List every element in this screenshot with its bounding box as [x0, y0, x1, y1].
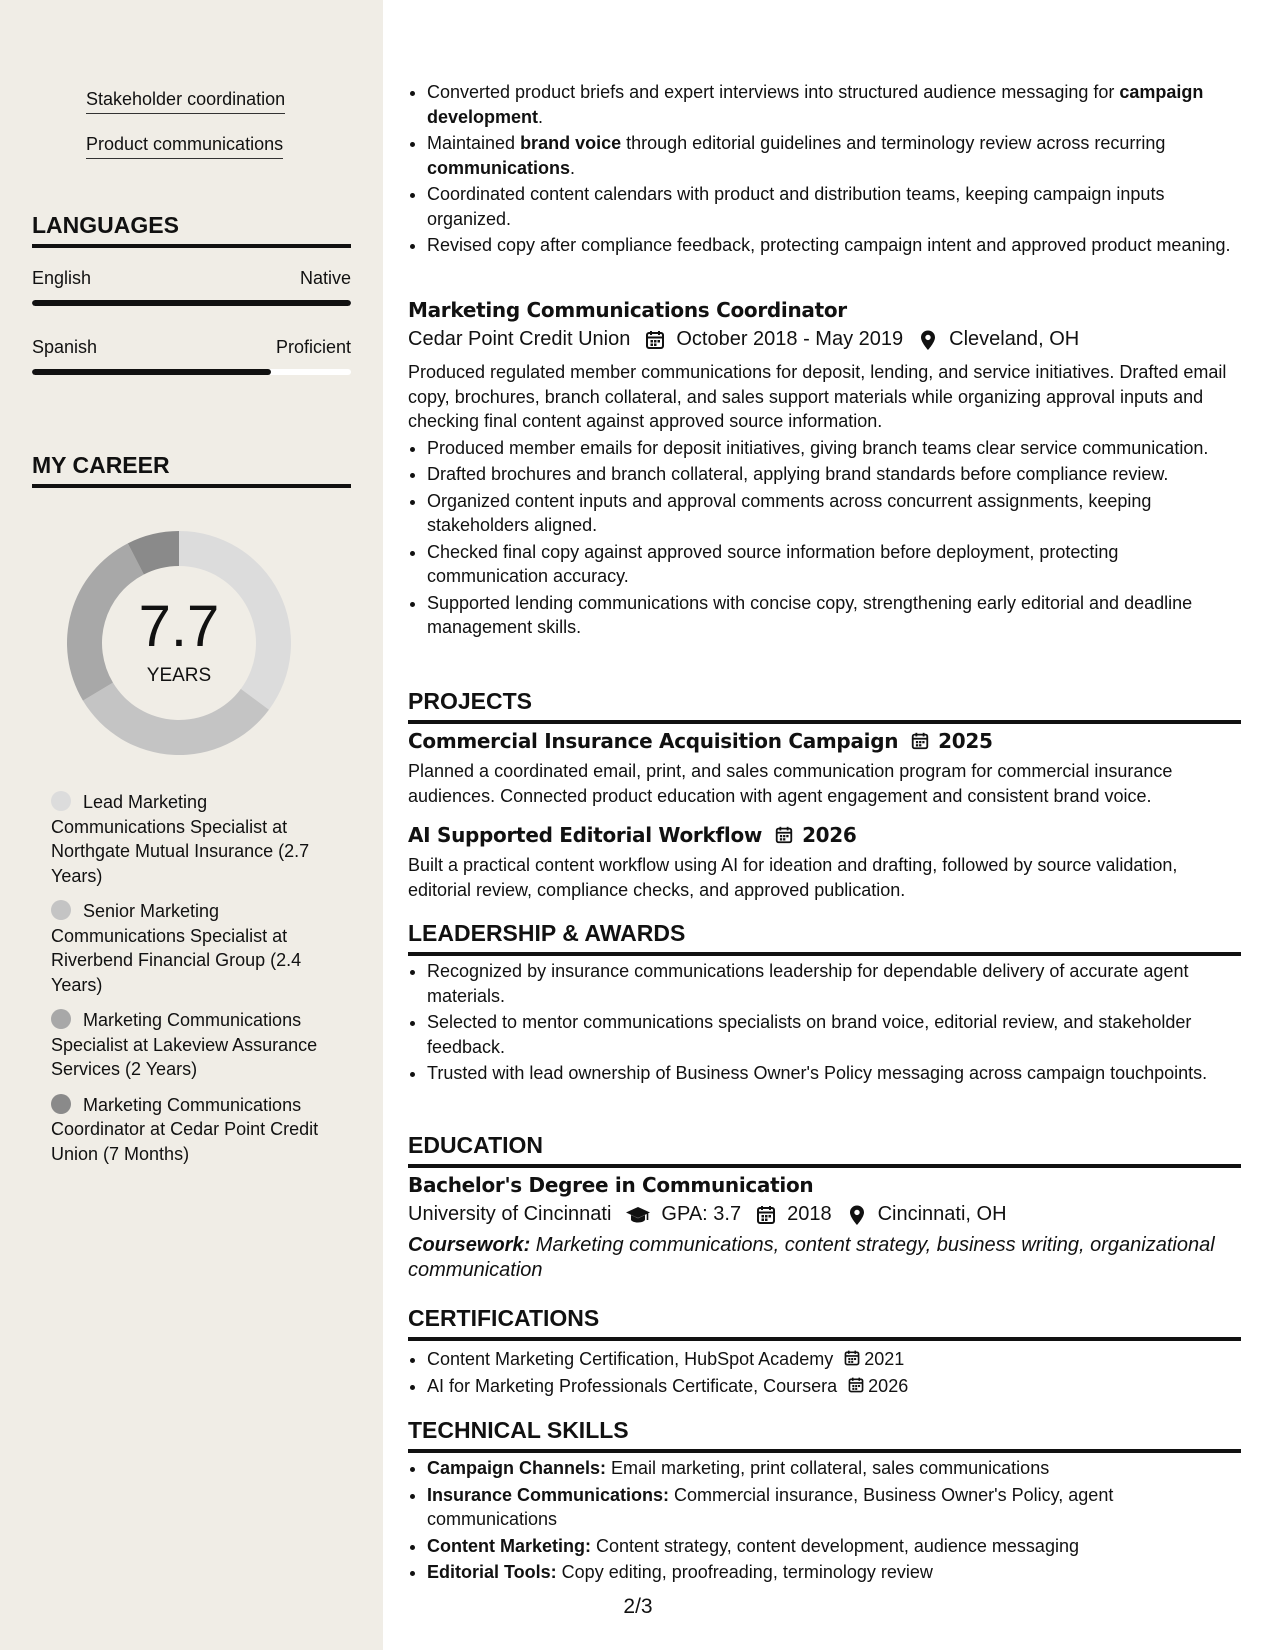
- leadership-heading: LEADERSHIP & AWARDS: [408, 920, 1241, 956]
- graduation-cap-icon: [625, 1204, 651, 1226]
- legend-dot: [51, 1094, 71, 1114]
- certification-name: Content Marketing Certification, HubSpot Academy: [427, 1349, 834, 1369]
- skill-label: Editorial Tools:: [427, 1562, 557, 1582]
- bullet-item: • Produced member emails for deposit initiatives, giving branch teams clear service communication.: [427, 436, 1241, 461]
- career-item-text: Senior Marketing Communications Specialist at Riverbend Financial Group (2.4 Years): [51, 901, 302, 995]
- language-name: English: [32, 268, 92, 288]
- career-item: [51, 1008, 331, 1082]
- job-title: Marketing Communications Coordinator: [408, 298, 847, 322]
- location-pin-icon: [846, 1204, 868, 1226]
- career-item-text: Marketing Communications Coordinator at Cedar Point Credit Union (7 Months): [51, 1094, 319, 1164]
- skill-tag: Stakeholder coordination: [86, 89, 285, 114]
- calendar-icon: [774, 825, 794, 845]
- project-title-row: [408, 729, 1241, 753]
- project-year: 2026: [802, 823, 857, 847]
- project-entry: [408, 729, 1241, 808]
- legend-dot: [51, 791, 71, 811]
- calendar-icon: [755, 1204, 777, 1226]
- legend-dot: [51, 900, 71, 920]
- job-location: Cleveland, OH: [949, 328, 1080, 350]
- certifications-heading: CERTIFICATIONS: [408, 1305, 1241, 1341]
- technical-skill-item: [427, 1534, 1241, 1559]
- leadership-bullets: [408, 959, 1241, 1088]
- bullet-text: .: [570, 157, 576, 178]
- career-item-text: Marketing Communications Specialist at Lakeview Assurance Services (2 Years): [51, 1010, 318, 1079]
- sidebar: [0, 0, 383, 1650]
- job-dates: October 2018 - May 2019: [676, 328, 904, 350]
- languages-heading: LANGUAGES: [32, 212, 351, 248]
- project-title: Commercial Insurance Acquisition Campaign: [408, 729, 899, 753]
- skill-value: Commercial insurance, Business Owner's Policy, agent communications: [427, 1484, 1114, 1529]
- bullet-bold-text: brand voice: [520, 133, 622, 153]
- education-meta: [408, 1203, 1241, 1226]
- location-pin-icon: [917, 329, 939, 351]
- bullet-text: Converted product briefs and expert interviews into structured audience messaging for: [427, 82, 1120, 102]
- career-heading: MY CAREER: [32, 452, 351, 488]
- degree-title: Bachelor's Degree in Communication: [408, 1173, 814, 1197]
- bullet-item: • Supported lending communications with concise copy, strengthening early editorial and deadline management skills.: [427, 591, 1241, 640]
- calendar-icon: [843, 1349, 861, 1367]
- coursework: [408, 1233, 1241, 1283]
- job-summary: Produced regulated member communications for deposit, lending, and service initiatives. Drafted email copy, brochures, branch collateral, and sales support materials while organizing approval inputs and checking final content against approved source information.: [408, 362, 1227, 431]
- career-item: [51, 1093, 331, 1167]
- skill-value: Copy editing, proofreading, terminology review: [556, 1562, 933, 1582]
- bullet-item: • Organized content inputs and approval comments across concurrent assignments, keeping stakeholders aligned.: [427, 489, 1241, 538]
- language-row: [32, 337, 351, 358]
- technical-skills-list: [408, 1456, 1241, 1587]
- skill-value: Content strategy, content development, audience messaging: [591, 1535, 1079, 1556]
- bullet-item: [427, 233, 1241, 258]
- technical-skill-item: [427, 1483, 1241, 1532]
- career-years-label: YEARS: [146, 665, 212, 686]
- bullet-text: Revised copy after compliance feedback, protecting campaign intent and approved product meaning.: [427, 235, 1231, 255]
- certification-year: 2021: [864, 1349, 905, 1369]
- projects-heading: PROJECTS: [408, 688, 1241, 724]
- calendar-icon: [910, 731, 930, 751]
- certification-item: [427, 1347, 1241, 1372]
- language-row: [32, 268, 351, 289]
- language-name: Spanish: [32, 337, 98, 357]
- certification-name: AI for Marketing Professionals Certificate, Coursera: [427, 1375, 838, 1396]
- project-description: Planned a coordinated email, print, and sales communication program for commercial insurance audiences. Connected product education with agent engagement and consistent brand voice.: [408, 761, 1173, 806]
- bullet-item: • Recognized by insurance communications leadership for dependable delivery of accurate agent materials.: [427, 959, 1241, 1008]
- bullet-text: Maintained: [427, 133, 521, 153]
- technical-skills-heading: TECHNICAL SKILLS: [408, 1417, 1241, 1453]
- bullet-item: • Checked final copy against approved source information before deployment, protecting communication accuracy.: [427, 540, 1241, 589]
- skill-value: Email marketing, print collateral, sales communications: [606, 1458, 1050, 1478]
- job-bullets: [408, 436, 1241, 640]
- bullet-bold-text: communications: [427, 157, 571, 178]
- school-location: Cincinnati, OH: [877, 1203, 1007, 1225]
- education-entry: [408, 1173, 1241, 1283]
- skill-tag: Product communications: [86, 134, 283, 159]
- language-bar: [32, 369, 351, 375]
- project-title-row: [408, 823, 1241, 847]
- certification-item: [427, 1374, 1241, 1399]
- bullet-bold-text: campaign development: [427, 82, 1204, 127]
- bullet-item: [427, 131, 1241, 180]
- main-content: [408, 0, 1241, 1650]
- bullet-text: Coordinated content calendars with product and distribution teams, keeping campaign inputs organized.: [427, 184, 1165, 229]
- language-bar-fill: [32, 369, 271, 375]
- career-item-text: Lead Marketing Communications Specialist at Northgate Mutual Insurance (2.7 Years): [51, 792, 310, 886]
- skill-label: Content Marketing:: [427, 1535, 591, 1556]
- skill-label: Insurance Communications:: [427, 1484, 670, 1505]
- career-item: [51, 790, 331, 888]
- bullet-item: • Selected to mentor communications specialists on brand voice, editorial review, and stakeholder feedback.: [427, 1010, 1241, 1059]
- career-years-total: 7.7: [138, 594, 220, 659]
- previous-job-bullets: [408, 80, 1241, 260]
- career-list: [51, 790, 331, 1177]
- job-entry: [408, 298, 1241, 642]
- gpa: GPA: 3.7: [661, 1203, 742, 1225]
- legend-dot: [51, 1009, 71, 1029]
- school-name: University of Cincinnati: [408, 1203, 612, 1225]
- language-bar-fill: [32, 300, 351, 306]
- calendar-icon: [847, 1376, 865, 1394]
- bullet-item: [427, 182, 1241, 231]
- technical-skill-item: [427, 1456, 1241, 1481]
- bullet-item: • Trusted with lead ownership of Business Owner's Policy messaging across campaign touchpoints.: [427, 1061, 1241, 1086]
- language-level: Native: [299, 268, 351, 288]
- bullet-item: [427, 80, 1241, 129]
- bullet-text: .: [538, 106, 544, 127]
- donut-segment: [83, 683, 269, 755]
- education-heading: EDUCATION: [408, 1132, 1241, 1168]
- language-bar: [32, 300, 351, 306]
- page-number: 2/3: [623, 1595, 653, 1618]
- project-description: Built a practical content workflow using AI for ideation and drafting, followed by source validation, editorial review, compliance checks, and approved publication.: [408, 855, 1178, 900]
- language-level: Proficient: [275, 337, 351, 357]
- skill-label: Campaign Channels:: [427, 1458, 607, 1478]
- project-entry: [408, 823, 1241, 902]
- graduation-year: 2018: [787, 1203, 832, 1225]
- bullet-text: through editorial guidelines and terminology review across recurring: [621, 133, 1166, 153]
- coursework-text: Marketing communications, content strategy, business writing, organizational communication: [408, 1234, 1215, 1281]
- coursework-label: Coursework:: [408, 1234, 531, 1256]
- project-year: 2025: [938, 729, 993, 753]
- project-title: AI Supported Editorial Workflow: [408, 823, 763, 847]
- certifications-list: [408, 1347, 1241, 1400]
- job-company: Cedar Point Credit Union: [408, 328, 631, 350]
- technical-skill-item: [427, 1560, 1241, 1585]
- career-item: [51, 899, 331, 997]
- bullet-item: • Drafted brochures and branch collateral, applying brand standards before compliance review.: [427, 462, 1241, 487]
- certification-year: 2026: [868, 1375, 909, 1396]
- calendar-icon: [644, 329, 666, 351]
- job-meta: [408, 328, 1241, 351]
